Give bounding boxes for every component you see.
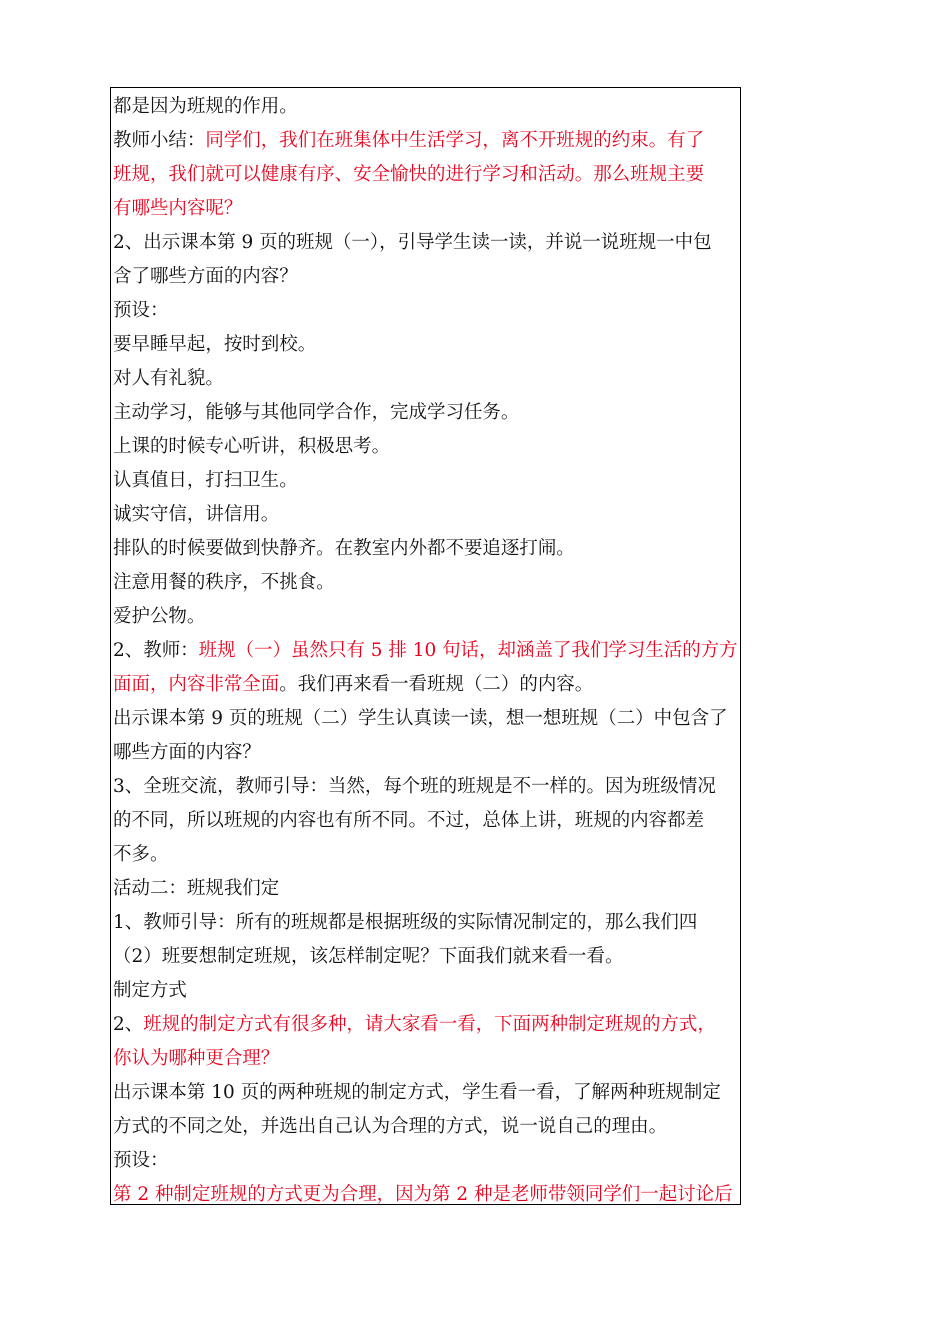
text-line [113, 668, 739, 702]
body-text: 排队的时候要做到快静齐。在教室内外都不要追逐打闹。 [113, 538, 575, 559]
body-text: 预设： [113, 1150, 169, 1171]
highlighted-text: 第 2 种制定班规的方式更为合理，因为第 2 种是老师带领同学们一起讨论后 [113, 1184, 733, 1205]
text-line [113, 260, 739, 294]
text-line [113, 702, 739, 736]
text-line [113, 872, 739, 906]
text-line [113, 90, 739, 124]
text-line [113, 906, 739, 940]
text-line [113, 328, 739, 362]
highlighted-text: 班规的制定方式有很多种，请大家看一看，下面两种制定班规的方式， [143, 1014, 716, 1035]
body-text: 含了哪些方面的内容？ [113, 266, 298, 287]
body-text: 出示课本第 9 页的班规（二）学生认真读一读，想一想班规（二）中包含了 [113, 708, 728, 729]
highlighted-text: 同学们，我们在班集体中生活学习，离不开班规的约束。有了 [205, 130, 705, 151]
highlighted-text: 班规（一）虽然只有 5 排 10 句话，却涵盖了我们学习生活的方方 [198, 640, 738, 661]
text-line [113, 634, 739, 668]
body-text: 诚实守信，讲信用。 [113, 504, 280, 525]
text-line [113, 464, 739, 498]
text-line [113, 838, 739, 872]
text-line [113, 804, 739, 838]
body-text: 的不同，所以班规的内容也有所不同。不过，总体上讲，班规的内容都差 [113, 810, 705, 831]
text-line [113, 294, 739, 328]
text-line [113, 396, 739, 430]
text-line [113, 1110, 739, 1144]
text-line [113, 1008, 739, 1042]
text-line [113, 1144, 739, 1178]
body-text: 3、全班交流，教师引导：当然，每个班的班规是不一样的。因为班级情况 [113, 776, 716, 797]
text-line [113, 566, 739, 600]
highlighted-text: 有哪些内容呢？ [113, 198, 243, 219]
text-line [113, 770, 739, 804]
text-line [113, 498, 739, 532]
text-line [113, 532, 739, 566]
body-text: （2）班要想制定班规，该怎样制定呢？下面我们就来看一看。 [113, 946, 624, 967]
text-line [113, 1178, 739, 1205]
body-text: 出示课本第 10 页的两种班规的制定方式，学生看一看，了解两种班规制定 [113, 1082, 721, 1103]
text-line [113, 158, 739, 192]
body-text: 都是因为班规的作用。 [113, 96, 298, 117]
highlighted-text: 你认为哪种更合理？ [113, 1048, 280, 1069]
body-text: 认真值日，打扫卫生。 [113, 470, 298, 491]
body-text: 2、出示课本第 9 页的班规（一），引导学生读一读，并说一说班规一中包 [113, 232, 712, 253]
body-text: 制定方式 [113, 980, 187, 1001]
highlighted-text: 面面，内容非常全面 [113, 674, 280, 695]
text-line [113, 192, 739, 226]
body-text: 2、 [113, 1014, 144, 1035]
body-text: 爱护公物。 [113, 606, 206, 627]
body-text: 注意用餐的秩序，不挑食。 [113, 572, 335, 593]
body-text: 主动学习，能够与其他同学合作，完成学习任务。 [113, 402, 520, 423]
text-line [113, 226, 739, 260]
highlighted-text: 班规，我们就可以健康有序、安全愉快的进行学习和活动。那么班规主要 [113, 164, 705, 185]
body-text: 不多。 [113, 844, 169, 865]
body-text: 活动二：班规我们定 [113, 878, 280, 899]
text-line [113, 430, 739, 464]
text-line [113, 362, 739, 396]
body-text: 。我们再来看一看班规（二）的内容。 [279, 674, 594, 695]
body-text: 1、教师引导：所有的班规都是根据班级的实际情况制定的，那么我们四 [113, 912, 698, 933]
body-text: 要早睡早起，按时到校。 [113, 334, 317, 355]
text-line [113, 1042, 739, 1076]
body-text: 对人有礼貌。 [113, 368, 224, 389]
lesson-table-cell [110, 87, 741, 1205]
body-text: 教师小结： [113, 130, 206, 151]
text-line [113, 974, 739, 1008]
body-text: 方式的不同之处，并选出自己认为合理的方式，说一说自己的理由。 [113, 1116, 668, 1137]
text-line [113, 600, 739, 634]
body-text: 哪些方面的内容？ [113, 742, 261, 763]
text-line [113, 124, 739, 158]
text-line [113, 736, 739, 770]
text-line [113, 1076, 739, 1110]
text-line [113, 940, 739, 974]
body-text: 预设： [113, 300, 169, 321]
body-text: 2、教师： [113, 640, 199, 661]
body-text: 上课的时候专心听讲，积极思考。 [113, 436, 391, 457]
